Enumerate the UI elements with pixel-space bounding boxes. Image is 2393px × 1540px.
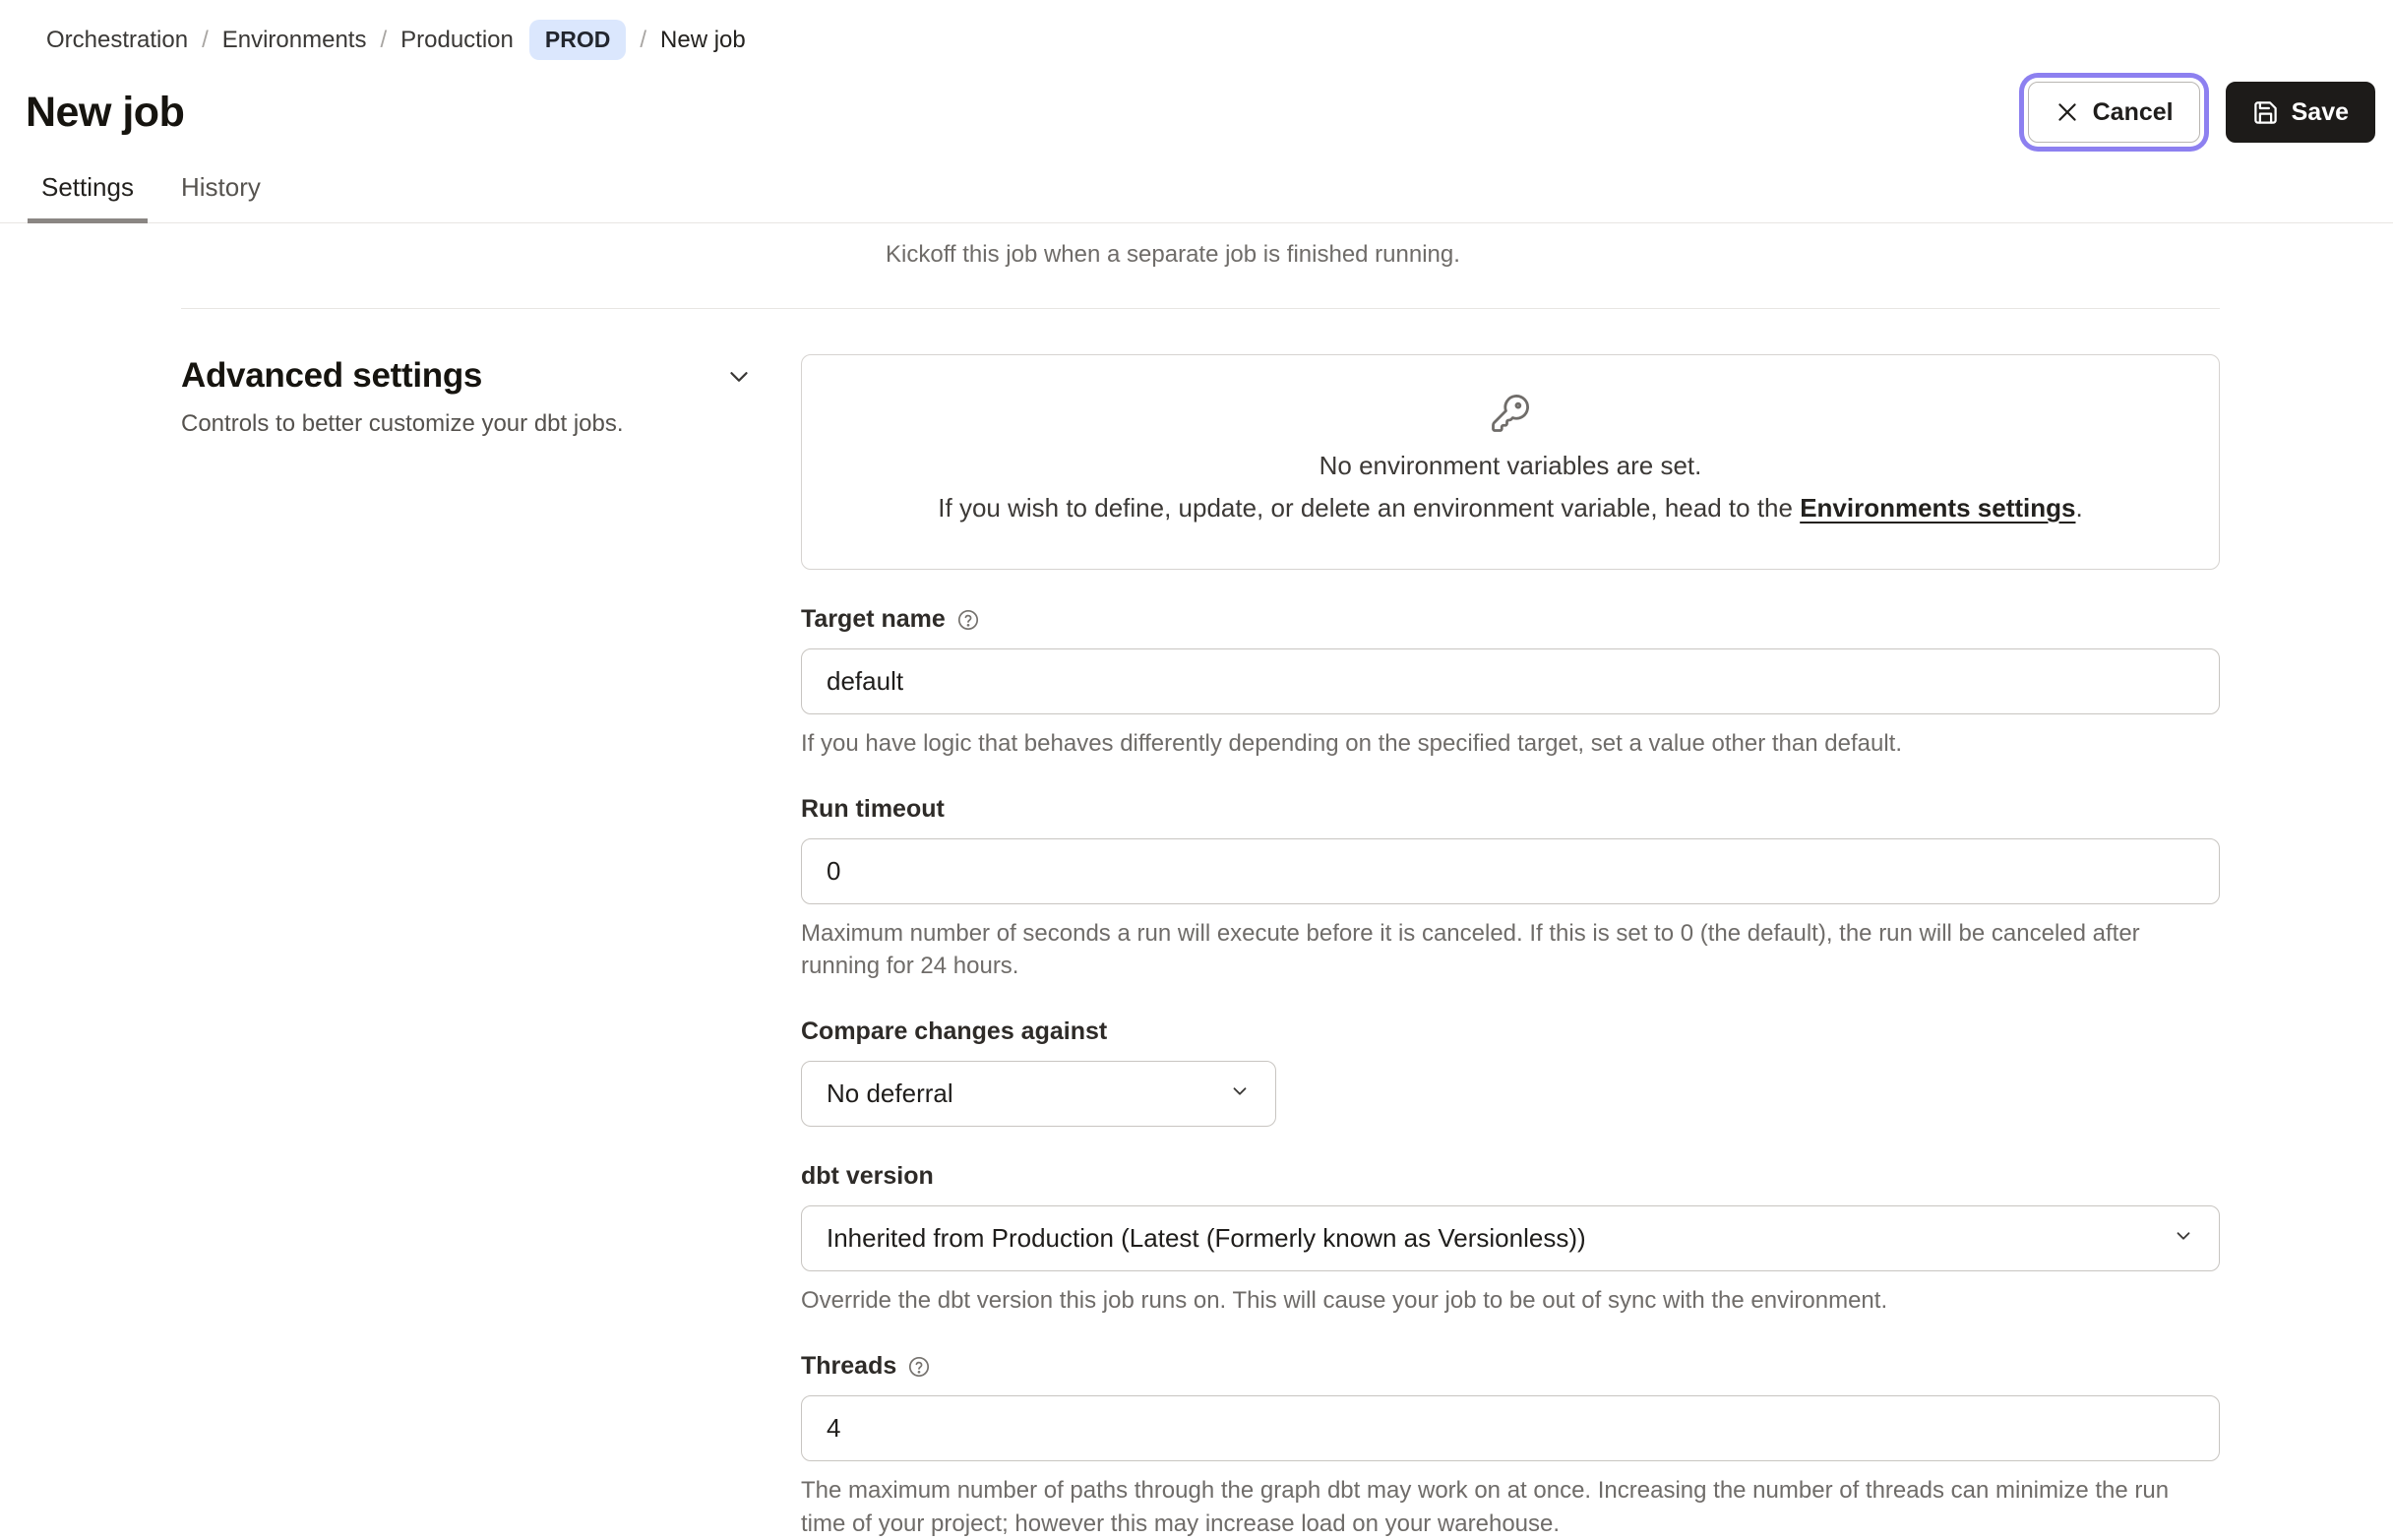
dbt-version-select[interactable] bbox=[801, 1205, 2220, 1271]
key-icon bbox=[1490, 421, 1531, 438]
run-timeout-field bbox=[801, 795, 2220, 982]
threads-field bbox=[801, 1352, 2220, 1539]
target-name-input[interactable] bbox=[801, 648, 2220, 714]
advanced-settings-title: Advanced settings bbox=[181, 355, 483, 395]
env-vars-hint-suffix: . bbox=[2075, 493, 2083, 523]
compare-changes-selected-value: No deferral bbox=[827, 1078, 953, 1109]
advanced-settings-description: Controls to better customize your dbt jobs. bbox=[181, 410, 624, 437]
dbt-version-help-text: Override the dbt version this job runs on. This will cause your job to be out of sync with the environment. bbox=[801, 1287, 1888, 1315]
floppy-disk-icon bbox=[2252, 99, 2279, 126]
compare-changes-label: Compare changes against bbox=[801, 1017, 1108, 1046]
compare-changes-field bbox=[801, 1017, 2220, 1127]
run-timeout-label: Run timeout bbox=[801, 795, 945, 824]
help-icon[interactable] bbox=[907, 1355, 931, 1379]
advanced-settings-section bbox=[181, 354, 2220, 1540]
env-vars-empty-title: No environment variables are set. bbox=[1319, 451, 1702, 480]
advanced-settings-intro bbox=[181, 354, 801, 1540]
breadcrumb-production[interactable]: Production bbox=[400, 26, 514, 53]
chevron-down-icon bbox=[2173, 1223, 2194, 1254]
compare-changes-select[interactable] bbox=[801, 1061, 1276, 1127]
target-name-help-text: If you have logic that behaves differently depending on the specified target, set a value other than default. bbox=[801, 730, 1902, 757]
chevron-down-icon[interactable] bbox=[724, 362, 754, 397]
env-vars-empty-card bbox=[801, 354, 2220, 570]
breadcrumb-orchestration[interactable]: Orchestration bbox=[46, 26, 189, 53]
run-timeout-help-text: Maximum number of seconds a run will execute before it is canceled. If this is set to 0 (the default), the run will be canceled after running for 24 hours. bbox=[801, 920, 2140, 980]
section-divider bbox=[181, 308, 2220, 309]
save-button-label: Save bbox=[2291, 97, 2349, 126]
threads-input[interactable] bbox=[801, 1395, 2220, 1461]
save-button[interactable] bbox=[2226, 82, 2375, 143]
breadcrumb-separator: / bbox=[640, 26, 647, 53]
breadcrumb-environments[interactable]: Environments bbox=[221, 26, 367, 53]
dbt-version-selected-value: Inherited from Production (Latest (Formerly known as Versionless)) bbox=[827, 1223, 1586, 1254]
chevron-down-icon bbox=[1229, 1078, 1251, 1109]
upstream-job-trigger-description: Kickoff this job when a separate job is finished running. bbox=[886, 241, 1460, 268]
breadcrumb-separator: / bbox=[380, 26, 388, 53]
environments-settings-link[interactable]: Environments settings bbox=[1800, 493, 2076, 523]
env-vars-empty-hint bbox=[826, 493, 2195, 524]
page-title: New job bbox=[26, 88, 185, 136]
run-timeout-input[interactable] bbox=[801, 838, 2220, 904]
dbt-version-field bbox=[801, 1162, 2220, 1317]
threads-help-text: The maximum number of paths through the graph dbt may work on at once. Increasing the number of threads can minimize the run time of your project; however this may increase load on your warehouse. bbox=[801, 1477, 2170, 1537]
settings-content bbox=[0, 241, 2393, 1540]
target-name-label: Target name bbox=[801, 605, 946, 633]
target-name-field bbox=[801, 605, 2220, 760]
close-icon bbox=[2055, 99, 2080, 125]
threads-label: Threads bbox=[801, 1352, 897, 1381]
tab-settings[interactable]: Settings bbox=[28, 172, 148, 223]
help-icon[interactable] bbox=[956, 608, 980, 632]
breadcrumb-new-job: New job bbox=[660, 26, 746, 53]
tab-bar bbox=[0, 143, 2393, 223]
prod-badge: PROD bbox=[529, 20, 626, 60]
breadcrumb-separator: / bbox=[202, 26, 209, 53]
env-vars-hint-prefix: If you wish to define, update, or delete an environment variable, head to the bbox=[938, 493, 1801, 523]
cancel-button[interactable] bbox=[2028, 82, 2200, 143]
cancel-button-label: Cancel bbox=[2092, 97, 2174, 126]
tab-history[interactable]: History bbox=[180, 172, 261, 202]
dbt-version-label: dbt version bbox=[801, 1162, 934, 1191]
title-row bbox=[0, 60, 2393, 143]
header-actions bbox=[2028, 82, 2377, 143]
advanced-settings-form bbox=[801, 354, 2220, 1540]
breadcrumb bbox=[0, 0, 2393, 60]
